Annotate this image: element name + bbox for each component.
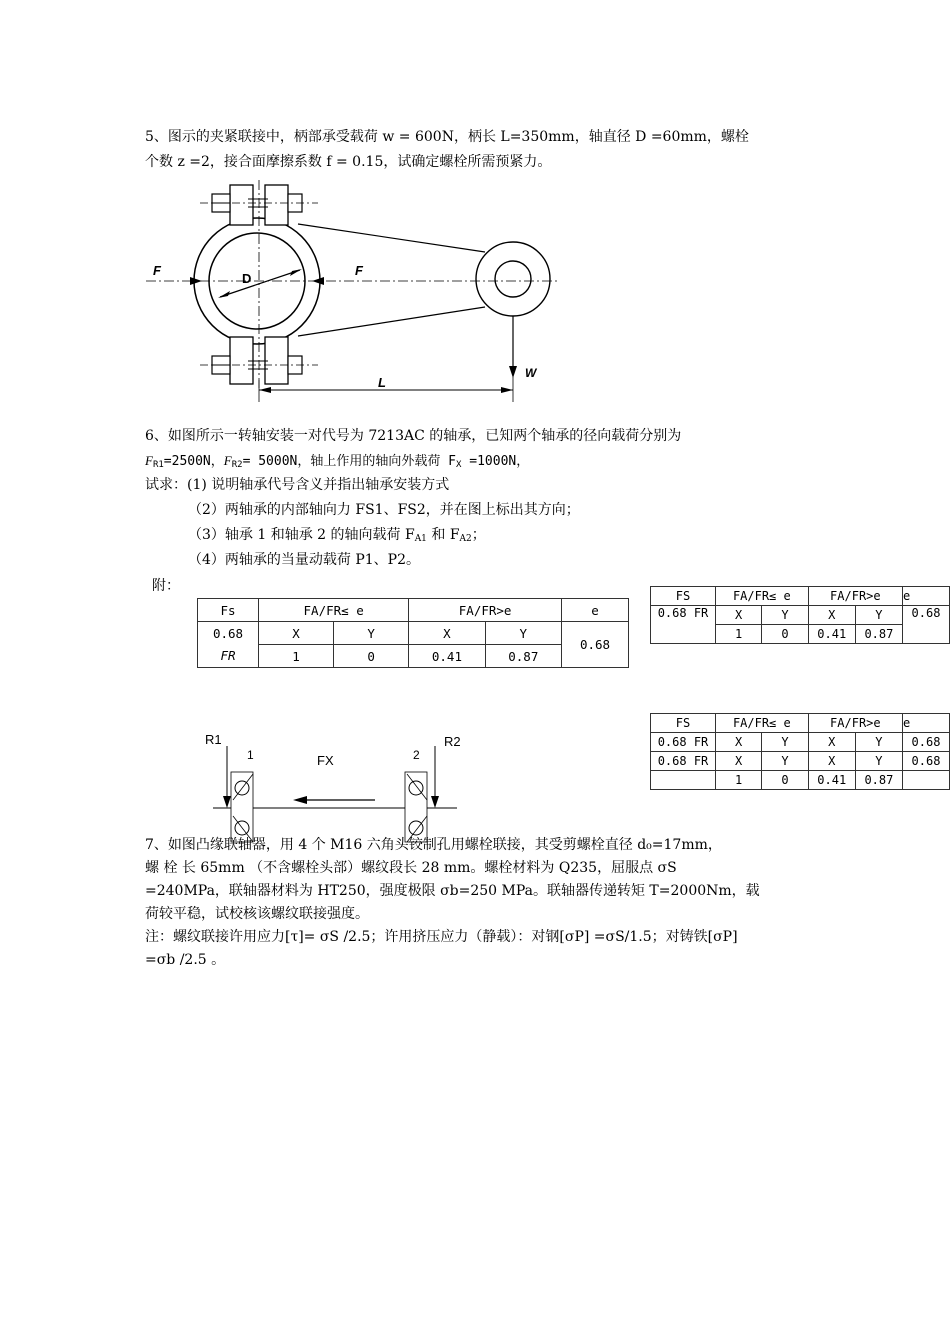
col-x: X — [259, 622, 334, 645]
appendix-label: 附： — [152, 578, 180, 594]
col-y: Y — [762, 606, 808, 625]
q5-text-line1: 5、图示的夹紧联接中，柄部承受载荷 w = 600N，柄长 L=350mm，轴直径 D =60mm，螺栓 — [145, 129, 749, 145]
header-ratio-le: FA/FR≤ e — [716, 587, 809, 606]
x-le-value: 1 — [716, 625, 762, 644]
x-gt-value: 0.41 — [808, 625, 855, 644]
col-y: Y — [855, 733, 902, 752]
clamp-joint-figure — [140, 180, 570, 410]
x-le-value: 1 — [716, 771, 762, 790]
fs-value: 0.68 FR — [651, 606, 716, 644]
e-value: 0.68 — [903, 733, 950, 752]
header-fs: Fs — [198, 599, 259, 622]
load-label: W — [525, 366, 537, 380]
header-e: e — [562, 599, 629, 622]
col-x: X — [808, 606, 855, 625]
fx-label: FX — [317, 753, 334, 768]
r1-label: R1 — [205, 732, 222, 747]
fs-unit: FR — [198, 645, 259, 668]
q7-text-line1: 7、如图凸缘联轴器，用 4 个 M16 六角头铰制孔用螺栓联接，其受剪螺栓直径 d₀=17mm， — [145, 837, 722, 853]
y-le-value: 0 — [762, 771, 808, 790]
header-e: e — [903, 714, 950, 733]
col-x: X — [716, 752, 762, 771]
q6-sub2: （2）两轴承的内部轴向力 FS1、FS2，并在图上标出其方向； — [188, 502, 580, 518]
header-ratio-gt: FA/FR>e — [808, 714, 902, 733]
header-fs: FS — [651, 714, 716, 733]
y-gt-value: 0.87 — [855, 625, 902, 644]
col-y: Y — [762, 733, 808, 752]
col-x: X — [808, 752, 855, 771]
bearing-coefficient-table — [197, 598, 629, 668]
col-x: X — [716, 606, 762, 625]
q7-text-line6: =σb /2.5 。 — [145, 952, 226, 968]
bearing-2-number: 2 — [413, 748, 420, 762]
q7-text-line5: 注：螺纹联接许用应力[τ]= σS /2.5；许用挤压应力（静载）：对钢[σP] =σS/1.5；对铸铁[σP] — [145, 929, 738, 945]
side-table-lower — [650, 713, 950, 790]
col-y: Y — [855, 606, 902, 625]
q7-text-line2: 螺 栓 长 65mm （不含螺栓头部）螺纹段长 28 mm。螺栓材料为 Q235，屈服点 σS — [145, 860, 677, 876]
bearing-1-number: 1 — [247, 748, 254, 762]
force-label-left: F — [153, 263, 161, 278]
q6-sub3: （3）轴承 1 和轴承 2 的轴向载荷 $F_{A1}$ 和 $F_{A2}$； — [188, 527, 486, 544]
header-ratio-gt: FA/FR>e — [808, 587, 902, 606]
e-value: 0.68 — [903, 606, 950, 644]
r2-label: R2 — [444, 734, 461, 749]
q7-text-line3: =240MPa，联轴器材料为 HT250，强度极限 σb=250 MPa。联轴器传递转矩 T=2000Nm，载 — [145, 883, 760, 899]
col-y: Y — [485, 622, 561, 645]
force-label-right: F — [355, 263, 363, 278]
col-y: Y — [334, 622, 409, 645]
q6-text-line1: 6、如图所示一转轴安装一对代号为 7213AC 的轴承，已知两个轴承的径向载荷分别为 — [145, 428, 682, 444]
bearing-arrangement-figure — [195, 728, 475, 848]
q6-ask: 试求：(1) 说明轴承代号含义并指出轴承安装方式 — [145, 477, 450, 493]
y-gt-value: 0.87 — [855, 771, 902, 790]
col-y: Y — [762, 752, 808, 771]
x-gt-value: 0.41 — [409, 645, 485, 668]
length-label: L — [378, 375, 386, 390]
fs-value: 0.68 FR — [651, 733, 716, 752]
y-gt-value: 0.87 — [485, 645, 561, 668]
y-le-value: 0 — [762, 625, 808, 644]
q7-text-line4: 荷较平稳，试校核该螺纹联接强度。 — [145, 906, 369, 922]
col-x: X — [409, 622, 485, 645]
e-value: 0.68 — [903, 752, 950, 771]
side-table-upper — [650, 586, 950, 644]
x-gt-value: 0.41 — [808, 771, 855, 790]
col-y: Y — [855, 752, 902, 771]
e-value: 0.68 — [562, 622, 629, 668]
x-le-value: 1 — [259, 645, 334, 668]
y-le-value: 0 — [334, 645, 409, 668]
col-x: X — [716, 733, 762, 752]
col-x: X — [808, 733, 855, 752]
diameter-label: D — [242, 271, 252, 286]
fs-value: 0.68 FR — [651, 752, 716, 771]
q5-text-line2: 个数 z =2，接合面摩擦系数 f = 0.15，试确定螺栓所需预紧力。 — [145, 154, 552, 170]
header-ratio-gt: FA/FR>e — [409, 599, 562, 622]
header-fs: FS — [651, 587, 716, 606]
q6-sub4: （4）两轴承的当量动载荷 P1、P2。 — [188, 552, 421, 568]
fs-value: 0.68 — [198, 622, 259, 645]
q6-text-line2: $F_{R1}=2500N$，$F_{R2}= 5000N$，轴上作用的轴向外载荷 $F_X =1000N$， — [145, 453, 530, 470]
header-ratio-le: FA/FR≤ e — [259, 599, 409, 622]
header-ratio-le: FA/FR≤ e — [716, 714, 809, 733]
header-e: e — [903, 587, 950, 606]
